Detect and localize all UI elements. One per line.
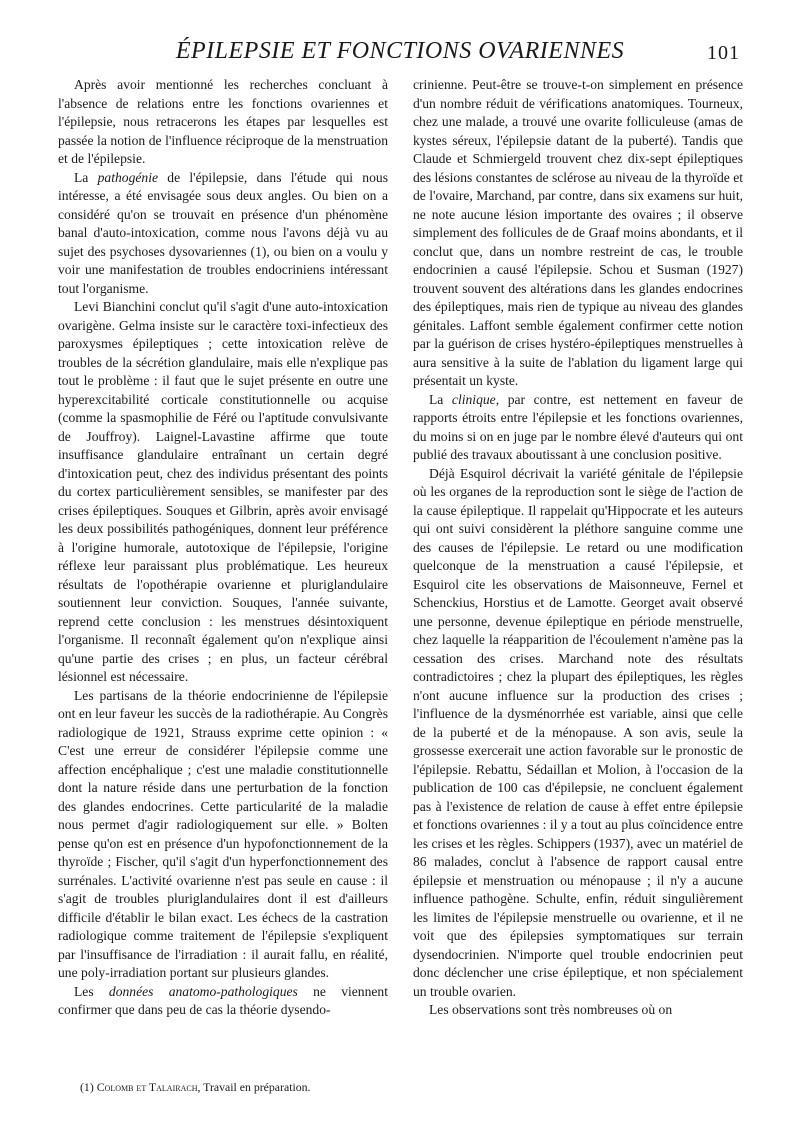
right-column <box>413 76 743 1020</box>
paragraph: Après avoir mentionné les recherches concluant à l'absence de relations entre les fonctions ovariennes et l'épilepsie, nous retracerons les étapes par lesquelles est passée la notion de l'influence réciproque de la menstruation et de l'épilepsie. <box>58 77 388 166</box>
paragraph-lead: La <box>429 391 452 407</box>
footnote-marker: (1) <box>80 1080 94 1094</box>
footnote-authors: Colomb et Talairach <box>96 1080 198 1094</box>
left-column <box>58 76 388 1020</box>
paragraph-lead: La <box>74 169 98 185</box>
emphasis-term: données anatomo-pathologiques <box>108 983 298 999</box>
paragraph-text: ne viennent confirmer que dans peu de cas la théorie dysendo- <box>58 983 389 1017</box>
paragraph: Les observations sont très nombreuses où on <box>429 1002 673 1017</box>
running-head <box>60 38 740 74</box>
paragraph <box>413 391 743 465</box>
paragraph <box>58 169 388 299</box>
running-title: ÉPILEPSIE ET FONCTIONS OVARIENNES <box>175 38 625 64</box>
paragraph-text: de l'épilepsie, dans l'étude qui nous intéresse, a été envisagée sous deux angles. Ou bien on a considéré qu'on se trouvait en présence d'un phénomène banal d'auto-intoxication, comme nous l'avons déjà vu au sujet des psychoses dysovariennes (1), ou bien on a voulu y voir une manifestation de troubles endocriniens intéressant tout l'organisme. <box>58 169 388 296</box>
footnote-text: , Travail en préparation. <box>197 1080 311 1094</box>
paragraph: crinienne. Peut-être se trouve-t-on simplement en présence d'un nombre réduit de vérifications anatomiques. Tourneux, chez une malade, a trouvé une ovarite folliculeuse (amas de kystes séreux, l'épilepsie datant de la puberté). Tandis que Claude et Schmiergeld trouvent chez dix-sept épileptiques des lésions constantes de sclérose au niveau de la thyroïde et de l'ovaire, Marchand, par contre, dans six examens sur huit, ne note aucune lésion importante des ovaires ; il observe simplement des follicules de de Graaf moins abondants, et il conclut que, dans un nombre restreint de cas, le trouble endocrinien a causé l'épilepsie. Schou et Susman (1927) trouvent souvent des altérations dans les glandes endocrines des épileptiques, mais rien de typique au niveau des glandes génitales. Laffont semble également confirmer cette notion par la guérison de crises hystéro-épileptiques menstruelles à aura sensitive à la suite de l'ablation du ligament large qui présentait un kyste. <box>413 77 743 388</box>
emphasis-term: pathogénie <box>97 169 159 185</box>
paragraph-text: , par contre, est nettement en faveur de rapports étroits entre l'épilepsie et les fonctions ovariennes, du moins si on en juge par le nombre élevé d'auteurs qui ont publié des travaux aboutissant à une conclusion positive. <box>413 391 743 462</box>
paragraph-lead: Les <box>74 983 109 999</box>
paragraph: Déjà Esquirol décrivait la variété génitale de l'épilepsie où les organes de la reproduction sont le siège de l'action de la cause épileptique. Il rappelait qu'Hippocrate et les auteurs qui ont suivi considèrent la pléthore sanguine comme une des causes de l'épilepsie. Le retard ou une modification quelconque de la menstruation a causé l'épilepsie, et Esquirol cite les observations de Maisonneuve, Fernel et Schenckius, Horstius et de Lamotte. Georget avait observé une personne, devenue épileptique en période menstruelle, chez laquelle la réapparition de l'écoulement n'amène pas la cessation des crises. Marchand note des résultats contradictoires ; chez la plupart des épileptiques, les règles n'ont aucune influence sur la production des crises ; l'influence de la dysménorrhée est variable, ainsi que celle de la puberté et de la ménopause. A son avis, seule la grossesse exercerait une action favorable sur le pronostic de l'épilepsie. Rebattu, Sédaillan et Molion, à l'occasion de la publication de 100 cas d'épilepsie, ne concluent également pas à l'existence de relation de cause à effet entre épilepsie et fonctions ovariennes : il y a tout au plus coïncidence entre les crises et les règles. Schippers (1937), avec un matériel de 86 malades, conclut à l'absence de rapport causal entre épilepsie et menstruation ou ménopause ; il n'y a aucune influence pathogène. Schulte, enfin, réduit singulièrement les limites de l'épilepsie menstruelle ou ovarienne, et il ne voit que des épilepsies symptomatiques sur terrain dysendocrinien. N'importe quel trouble endocrinien peut donc déclencher une crise épileptique, et non spécialement un trouble ovarien. <box>413 465 743 999</box>
emphasis-term: clinique <box>451 391 496 407</box>
page-number: 101 <box>707 42 740 64</box>
paragraph: Les partisans de la théorie endocrinienne de l'épilepsie ont en leur faveur les succès de la radiothérapie. Au Congrès radiologique de 1921, Strauss exprime cette opinion : « C'est une erreur de considérer l'épilepsie comme une affection encéphalique ; c'est une maladie constitutionnelle dont la nature réside dans une perturbation de la fonction des glandes endocrines. Cette particularité de la maladie nous permet d'agir radiologiquement sur elle. » Bolten pense qu'on est en présence d'un hypofonctionnement de la thyroïde ; Fischer, qu'il s'agit d'un hyperfonctionnement des surrénales. L'activité ovarienne n'est pas seule en cause : il s'agit de troubles pluriglandulaires dont il est d'ailleurs difficile d'établir le bilan exact. Les échecs de la castration radiologique comme traitement de l'épilepsie s'expliquent par l'insuffisance de l'irradiation : il aurait fallu, en réalité, une poly-irradiation portant sur plusieurs glandes. <box>58 687 388 980</box>
paragraph: Levi Bianchini conclut qu'il s'agit d'une auto-intoxication ovarigène. Gelma insiste sur le caractère toxi-infectieux des paroxysmes épileptiques ; cette intoxication relève de troubles de la sécrétion glandulaire, mais elle n'explique pas tout le problème : il faut que le sujet présente en outre une hyperexcitabilité corticale constitutionnelle ou acquise (comme la spasmophilie de Féré ou l'aptitude convulsivante de Jouffroy). Laignel-Lavastine affirme que toute insuffisance glandulaire entraînant un certain degré d'intoxication peut, chez des individus présentant des points du cortex particulièrement sensibles, se manifester par des crises épileptiques. Souques et Gilbrin, après avoir envisagé les deux possibilités pathogéniques, donnent leur préférence à l'origine humorale, autotoxique de l'épilepsie, l'origine réflexe leur paraissant plus problématique. Les heureux résultats de l'opothérapie ovarienne et pluriglandulaire soutiennent leur conviction. Souques, l'année suivante, reprend cette conclusion : les menstrues désintoxiquent l'organisme. Il reconnaît également qu'on n'explique ainsi qu'une partie des crises ; en plus, un facteur cérébral lésionnel est nécessaire. <box>58 299 388 684</box>
paragraph <box>58 983 388 1020</box>
footnote <box>80 1080 311 1095</box>
